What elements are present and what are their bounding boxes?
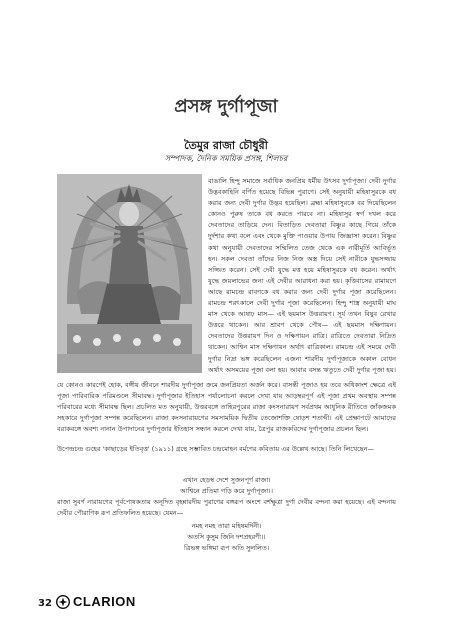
paragraph-reference: উপেন্দ্রচন্দ্র গুহের 'কাছাড়ের ইতিবৃত্ত' (১৯১১) গ্রন্থে সম্ভাবিত চন্দ্রমোহন বর্মণের কবিতায় এর উল্লেখ আছে। তিনি লিখেছেন— [57,445,375,453]
page-number: 32 [38,598,52,609]
durga-idol-photo [57,174,202,373]
paragraph-history: যে কোনও কারণেই হোক, বঙ্গীয় জীবনে শারদীয় দুর্গাপূজা ক্রমে জনপ্রিয়তা অর্জন করে। বাসন্তী পূজাও হয় তবে অধিকাংশ ক্ষেত্রে এই পূজা পারিবারিক পরিমণ্ডলে সীমাবদ্ধ। দুর্গাপূজার ইতিহাস পর্যালোচনা করলে দেখা যায় আড়ম্বরপূর্ণ এই পূজা প্রথম অবস্থায় সম্পন্ন পরিবারের মধ্যে সীমাবদ্ধ ছিল। প্রচলিত মত অনুযায়ী, উত্তরবঙ্গে তাহিরপুরের রাজা কংসনারায়ণ সর্বপ্রথম আধুনিক রীতিতে জাঁকজমক সহকারে দুর্গাপূজা সম্পন্ন করেছিলেন। রাজা কংসনারায়ণের সমসাময়িক দ্বিতীয় তেজোশক্তি ষোড়শ শতাব্দী। এই প্রেক্ষাপটে আমাদের বরাকবঙ্গে অবশ্য নানান উপাদানের দুর্গাপূজার ইতিহাস সন্ধান করলে দেখা যায়, ত্রৈপুর রাজকবিদের দুর্গাপূজার প্রচলন ছিল। [57,381,396,434]
paragraph-origin: বাঙালি হিন্দু সমাজে সর্বাধিক জনপ্রিয় ধর্মীয় উৎসব দুর্গাপূজা। দেবী দুর্গার উদ্ভবকাহিনি বর্ণিত হয়েছে বিভিন্ন পুরাণে। সেই অনুযায়ী মহিষাসুরকে বধ করার জন্য দেবী দুর্গার উদ্ভব হয়েছিল। ব্রহ্মা মহিষাসুরকে বর দিয়েছিলেন কোনও পুরুষ তাকে বধ করতে পারবে না। মহিষাসুর স্বর্গ দখল করে দেবতাদের তাড়িয়ে দেন। বিতাড়িত দেবতারা বিষ্ণুর কাছে গিয়ে তাঁকে দুর্দশার কথা বলে এবং থেকে মুক্তি পাওয়ার উপায় জিজ্ঞাসা করেন। বিষ্ণুর কথা অনুযায়ী দেবতাদের সম্মিলিত তেজ থেকে এক নারীমূর্তি আবির্ভূত হন। সকল দেবতা তাঁদের নিজ নিজ অস্ত্র দিয়ে সেই নারীকে যুদ্ধসজ্জায় সজ্জিত করেন। সেই দেবী যুদ্ধে মত্ত হয়ে মহিষাসুরকে বধ করেন। অর্থাৎ যুদ্ধে জয়লাভের জন্য এই দেবীর আরাধনা করা হয়। কৃত্তিবাসের রামায়ণে আছে রামচন্দ্র রাবণকে বধ করার জন্য দেবী দুর্গার পূজা করেছিলেন। রামচন্দ্র শরৎকালে দেবী দুর্গার পূজা করেছিলেন। হিন্দু শাস্ত্র অনুযায়ী মাঘ মাস থেকে আষাঢ় মাস— এই ছয়মাস উত্তরায়ণ। সূর্য তখন বিষুব রেখার উত্তরে থাকেন। আর শ্রাবণ থেকে পৌষ— এই ছয়মাস দক্ষিণায়ন। দেবতাদের উত্তরায়ণ দিন ও দক্ষিণায়ন রাত্রি। রাত্রিতে দেবতারা নিদ্রিত থাকেন। আশ্বিন মাস দক্ষিণায়ন অর্থাৎ রাত্রিকাল। রামচন্দ্র এই সময়ে দেবী দুর্গার নিদ্রা ভঙ্গ করেছিলেন এজন্য শারদীয় দুর্গাপূজাকে অকাল বোধন অর্থাৎ অসময়ের পূজা বলা হয়। আবার বসন্ত ঋতুতে দেবী দুর্গার পূজা হয়। [208,177,396,374]
verse-line: অতসি কুসুম জিনি দশপ্রহরণী।। [187,533,266,541]
verse-block-1 [57,475,396,497]
paragraph-purana: রাজা সুবর্ণ নারায়ণের পূর্বপোষকতায় অনূদিত বৃহন্নারদীয় পুরাণের বঙ্গরূপ অংশে বর্শক্ষুত্রা দুর্গা দেবীর বন্দনা করা হয়েছে। এই বন্দনায় দেবীর পৌরাণিক রূপ প্রতিফলিত হয়েছে। যেমন— [57,498,396,518]
verse-line: ত্রিভঙ্গ ভঙ্গিমা রূপ অতি সুললিত। [183,544,270,552]
verse-line: আশ্বিনে প্রতিমা গড়ি করে দুর্গাপূজা।। [180,487,273,495]
verse-block-2 [57,521,396,554]
author-name: তৈমুর রাজা চৌধুরী [184,139,268,152]
verse-line: নমহ নমহ তারা মহিষমর্দিনী। [191,522,262,530]
clarion-logo [56,594,136,609]
verse-line: এখান হেড়ম্ব দেশে সুজনপূর্ণ রাজা। [182,476,271,484]
clarion-emblem-icon [56,595,70,609]
article-title: প্রসঙ্গ দুর্গাপূজা [174,96,278,117]
brand-name: CLARION [73,594,136,609]
durga-idol-image [57,174,202,373]
author-affiliation: সম্পাদক, দৈনিক সময়িক প্রসঙ্গ, শিলচর [164,154,288,163]
